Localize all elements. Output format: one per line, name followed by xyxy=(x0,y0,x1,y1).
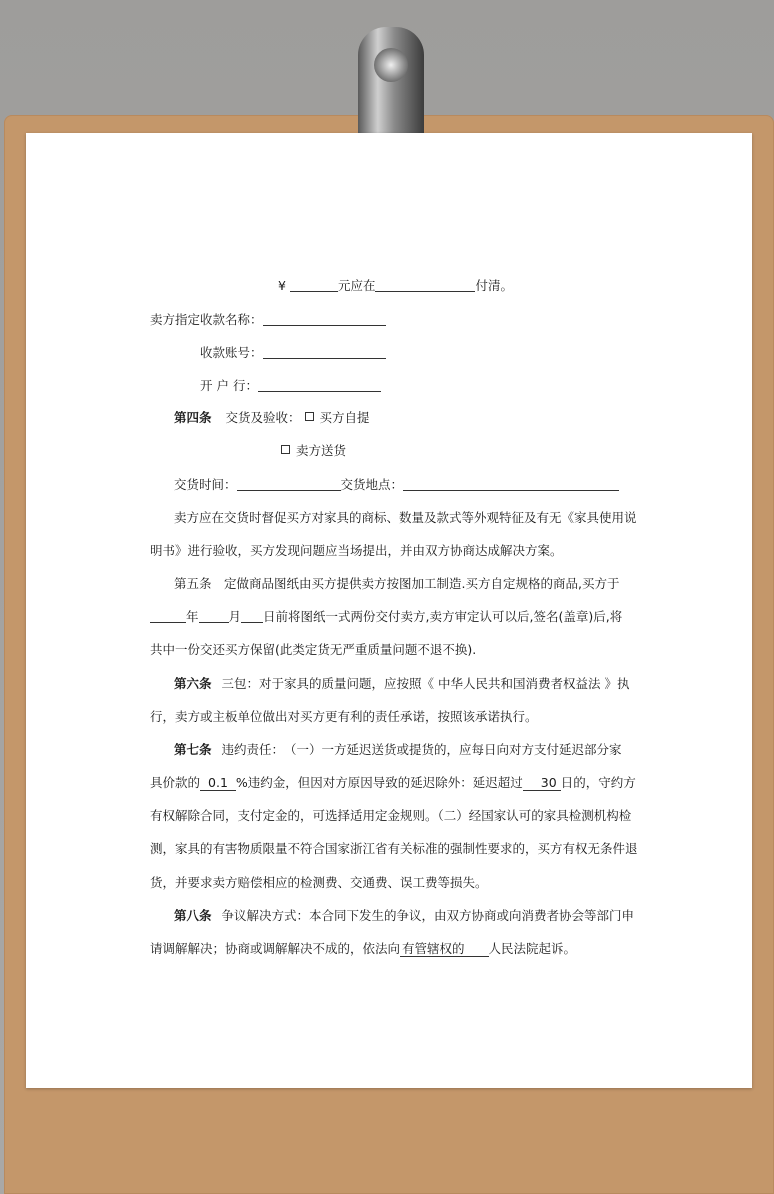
binder-clip-hole xyxy=(374,48,408,82)
option-buyer-pickup: 买方自提 xyxy=(319,410,370,425)
penalty-rate-value: 0.1 xyxy=(200,775,236,791)
article-6-heading: 第六条 xyxy=(174,676,212,691)
article-4-title: 交货及验收： xyxy=(225,410,301,425)
month-label: 月 xyxy=(228,609,242,624)
article-5-line-2-text: 日前将图纸一式两份交付卖方,卖方审定认可以后,签名(盖章)后,将 xyxy=(263,609,623,624)
payee-name-blank xyxy=(263,312,386,326)
currency-symbol: ¥ xyxy=(278,278,286,293)
year-label: 年 xyxy=(186,609,199,624)
article-7-line-2b: %违约金，但因对方原因导致的延迟除外：延迟超过 xyxy=(235,775,523,790)
article-7-line-4: 测，家具的有害物质限量不符合国家浙江省有关标准的强制性要求的，买方有权无条件退 xyxy=(150,841,638,856)
inspection-line-1: 卖方应在交货时督促买方对家具的商标、数量及款式等外观特征及有无《家具使用说 xyxy=(174,510,637,525)
article-7-line-2c: 日的，守约方 xyxy=(560,775,636,790)
delay-days-value: 30 xyxy=(523,775,561,791)
delivery-time-blank xyxy=(237,477,341,491)
bank-blank xyxy=(258,378,381,392)
bank-row xyxy=(200,376,381,394)
account-label: 收款账号： xyxy=(200,345,263,360)
article-6-line-1 xyxy=(174,674,629,692)
inspection-line-2: 明书》进行验收，买方发现问题应当场提出，并由双方协商达成解决方案。 xyxy=(150,543,563,558)
article-7-line-1 xyxy=(174,740,622,758)
article-8-line-2 xyxy=(150,939,576,957)
checkbox-buyer-pickup xyxy=(305,412,314,421)
day-blank xyxy=(241,609,263,623)
article-7-line-2 xyxy=(150,773,636,791)
article-8-text: 争议解决方式：本合同下发生的争议，由双方协商或向消费者协会等部门申 xyxy=(221,908,635,923)
article-4-row xyxy=(174,408,370,426)
article-8-heading: 第八条 xyxy=(174,908,212,923)
payment-end-text: 付清。 xyxy=(475,278,513,293)
article-7-heading: 第七条 xyxy=(174,742,212,757)
court-value: 有管辖权的 xyxy=(400,941,489,957)
article-7-line-5: 货，并要求卖方赔偿相应的检测费、交通费、误工费等损失。 xyxy=(150,875,488,890)
article-8-line-1 xyxy=(174,906,634,924)
account-row xyxy=(200,343,386,361)
article-6-text: 三包：对于家具的质量问题，应按照《 中华人民共和国消费者权益法 》执 xyxy=(221,676,630,691)
checkbox-seller-delivery xyxy=(281,445,290,454)
article-6-line-2: 行，卖方或主板单位做出对买方更有利的责任承诺，按照该承诺执行。 xyxy=(150,709,538,724)
article-8-line-2b: 人民法院起诉。 xyxy=(488,941,577,956)
article-8-line-2a: 请调解解决；协商或调解解决不成的，依法向 xyxy=(150,941,401,956)
bank-label: 开 户 行： xyxy=(200,378,258,393)
article-5-line-2 xyxy=(150,607,622,625)
binder-clip-lever xyxy=(358,27,424,142)
delivery-time-label: 交货时间： xyxy=(174,477,237,492)
payee-name-label: 卖方指定收款名称： xyxy=(150,312,263,327)
article-5-line-3: 共中一份交还买方保留(此类定货无严重质量问题不退不换). xyxy=(150,642,477,657)
payment-line xyxy=(278,276,513,294)
payment-date-blank xyxy=(375,278,475,292)
delivery-row xyxy=(174,475,619,493)
article-4-heading: 第四条 xyxy=(174,410,212,425)
delivery-place-label: 交货地点： xyxy=(340,477,404,492)
article-7-text: 违约责任： （一）一方延迟送货或提货的，应每日向对方支付延迟部分家 xyxy=(221,742,622,757)
article-7-line-2a: 具价款的 xyxy=(150,775,201,790)
payment-mid-text: 元应在 xyxy=(337,278,376,293)
amount-blank xyxy=(290,278,338,292)
year-blank xyxy=(150,609,186,623)
article-5-line-1: 第五条 定做商品图纸由买方提供卖方按图加工制造.买方自定规格的商品,买方于 xyxy=(174,576,620,591)
payee-name-row xyxy=(150,310,386,328)
account-blank xyxy=(263,345,386,359)
month-blank xyxy=(199,609,229,623)
article-4-option-2 xyxy=(281,441,346,459)
article-7-line-3: 有权解除合同，支付定金的，可选择适用定金规则。（二）经国家认可的家具检测机构检 xyxy=(150,808,632,823)
delivery-place-blank xyxy=(403,477,619,491)
option-seller-delivery: 卖方送货 xyxy=(296,443,347,458)
